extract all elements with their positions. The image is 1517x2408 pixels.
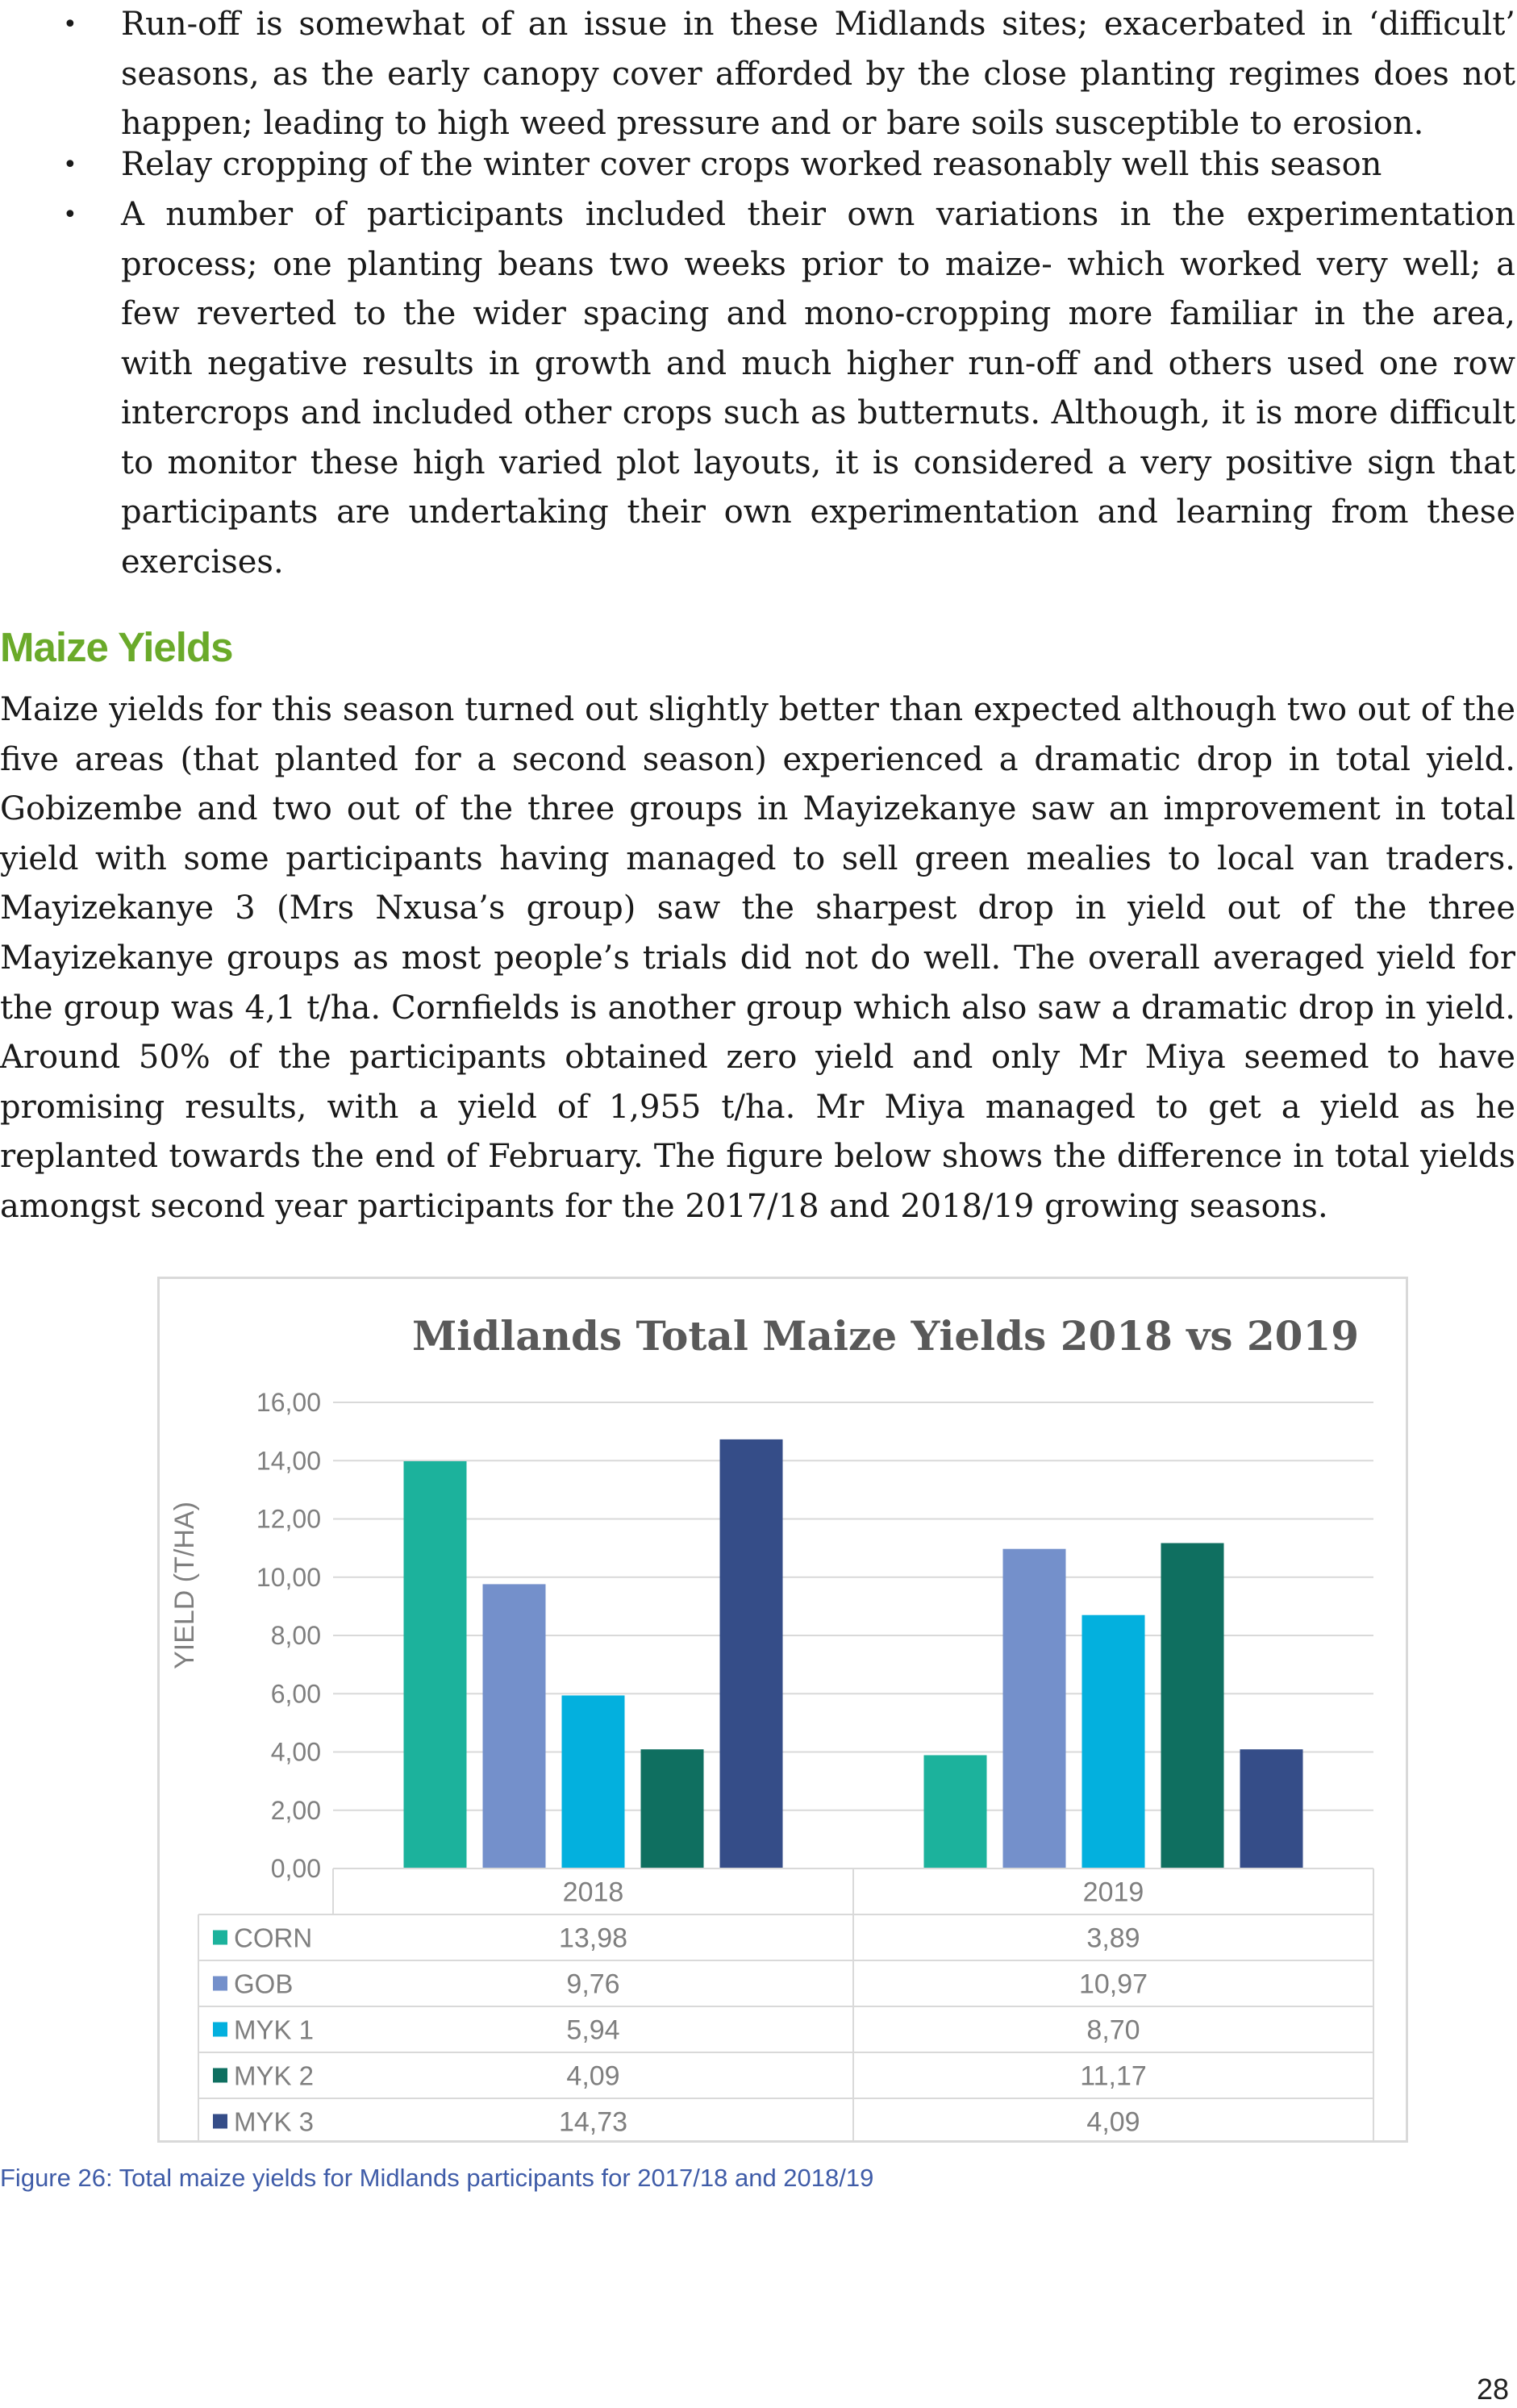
category-label: 2019	[1082, 1877, 1144, 1908]
bullet-text: Relay cropping of the winter cover crops worked reasonably well this season	[121, 146, 1382, 183]
bar-chart	[160, 1279, 1406, 2140]
data-label: 10,97	[1078, 1968, 1148, 2000]
y-tick-label: 4,00	[270, 1737, 321, 1767]
legend-swatch	[213, 2114, 227, 2129]
bullet-point-icon: •	[63, 151, 77, 179]
y-tick-label: 8,00	[270, 1621, 321, 1650]
legend-label: CORN	[234, 1923, 313, 1953]
data-label: 8,70	[1086, 2014, 1140, 2046]
legend-label: MYK 3	[234, 2106, 315, 2137]
legend-label: MYK 1	[234, 2014, 315, 2045]
bar-myk-3-2018	[720, 1439, 783, 1868]
body-paragraph: Maize yields for this season turned out slightly better than expected although two out of the five areas (that planted for a second season) experienced a dramatic drop in total yield. Gobizembe and two out of the three groups in Mayizekanye saw an improvement in total yield with some participants having managed to sell green mealies to local van traders. Mayizekanye 3 (Mrs Nxusa’s group) saw the sharpest drop in yield out of the three Mayizekanye groups as most people’s trials did not do well. The overall averaged yield for the group was 4,1 t/ha. Cornfields is another group which also saw a dramatic drop in yield. Around 50% of the participants obtained zero yield and only Mr Miya seemed to have promising results, with a yield of 1,955 t/ha. Mr Miya managed to get a yield as he replanted towards the end of February. The figure below shows the difference in total yields amongst second year participants for the 2017/18 and 2018/19 growing seasons.	[0, 691, 1515, 1225]
category-label: 2018	[562, 1877, 624, 1908]
bullet-text: A number of participants included their own variations in the experimentation process; one planting beans two weeks prior to maize- which worked very well; a few reverted to the wider spacing and mono-cropping more familiar in the area, with negative results in growth and much higher run-off and others used one row intercrops and included other crops such as butternuts. Although, it is more difficult to monitor these high varied plot layouts, it is considered a very positive sign that participants are undertaking their own experimentation and learning from these exercises.	[121, 196, 1515, 581]
data-label: 4,09	[566, 2060, 620, 2092]
bar-corn-2019	[924, 1755, 987, 1868]
bar-myk-2-2018	[641, 1749, 704, 1868]
legend-swatch	[213, 2023, 227, 2037]
bullet-point-icon: •	[63, 10, 77, 39]
y-tick-label: 0,00	[270, 1854, 321, 1883]
y-tick-label: 10,00	[256, 1562, 321, 1592]
y-tick-label: 2,00	[270, 1795, 321, 1825]
bar-myk-2-2019	[1161, 1543, 1224, 1868]
page-number: 28	[1476, 2373, 1509, 2406]
data-label: 4,09	[1086, 2106, 1140, 2138]
y-tick-label: 12,00	[256, 1504, 321, 1534]
data-label: 5,94	[566, 2014, 620, 2046]
data-label: 3,89	[1086, 1923, 1140, 1954]
section-heading: Maize Yields	[0, 624, 233, 670]
y-tick-label: 6,00	[270, 1679, 321, 1709]
bars	[404, 1439, 1303, 1868]
legend-swatch	[213, 1977, 227, 1991]
chart-container	[157, 1277, 1408, 2143]
data-label: 13,98	[558, 1923, 628, 1954]
data-label: 14,73	[558, 2106, 628, 2138]
figure-caption: Figure 26: Total maize yields for Midlands participants for 2017/18 and 2018/19	[0, 2164, 874, 2192]
y-axis-ticks	[256, 1388, 321, 1883]
legend-label: GOB	[234, 1968, 294, 1999]
y-tick-label: 16,00	[256, 1388, 321, 1417]
bar-myk-1-2018	[562, 1695, 625, 1868]
legend-label: MYK 2	[234, 2060, 315, 2091]
bullet-point-icon: •	[63, 201, 77, 229]
bar-gob-2019	[1003, 1549, 1066, 1868]
data-label: 9,76	[566, 1968, 620, 2000]
data-label: 11,17	[1080, 2060, 1147, 2092]
bar-myk-3-2019	[1240, 1749, 1303, 1868]
bullet-text: Run-off is somewhat of an issue in these Midlands sites; exacerbated in ‘difficult’ seasons, as the early canopy cover afforded by the close planting regimes does not happen; leading to high weed pressure and or bare soils susceptible to erosion.	[121, 6, 1515, 142]
y-tick-label: 14,00	[256, 1446, 321, 1476]
legend-swatch	[213, 1931, 227, 1945]
legend-swatch	[213, 2068, 227, 2083]
data-table	[198, 1868, 1373, 2140]
bar-corn-2018	[404, 1461, 467, 1868]
bar-gob-2018	[483, 1584, 546, 1868]
y-axis-label: YIELD (T/HA)	[169, 1502, 200, 1669]
bar-myk-1-2019	[1082, 1615, 1145, 1868]
chart-title: Midlands Total Maize Yields 2018 vs 2019	[411, 1312, 1360, 1360]
